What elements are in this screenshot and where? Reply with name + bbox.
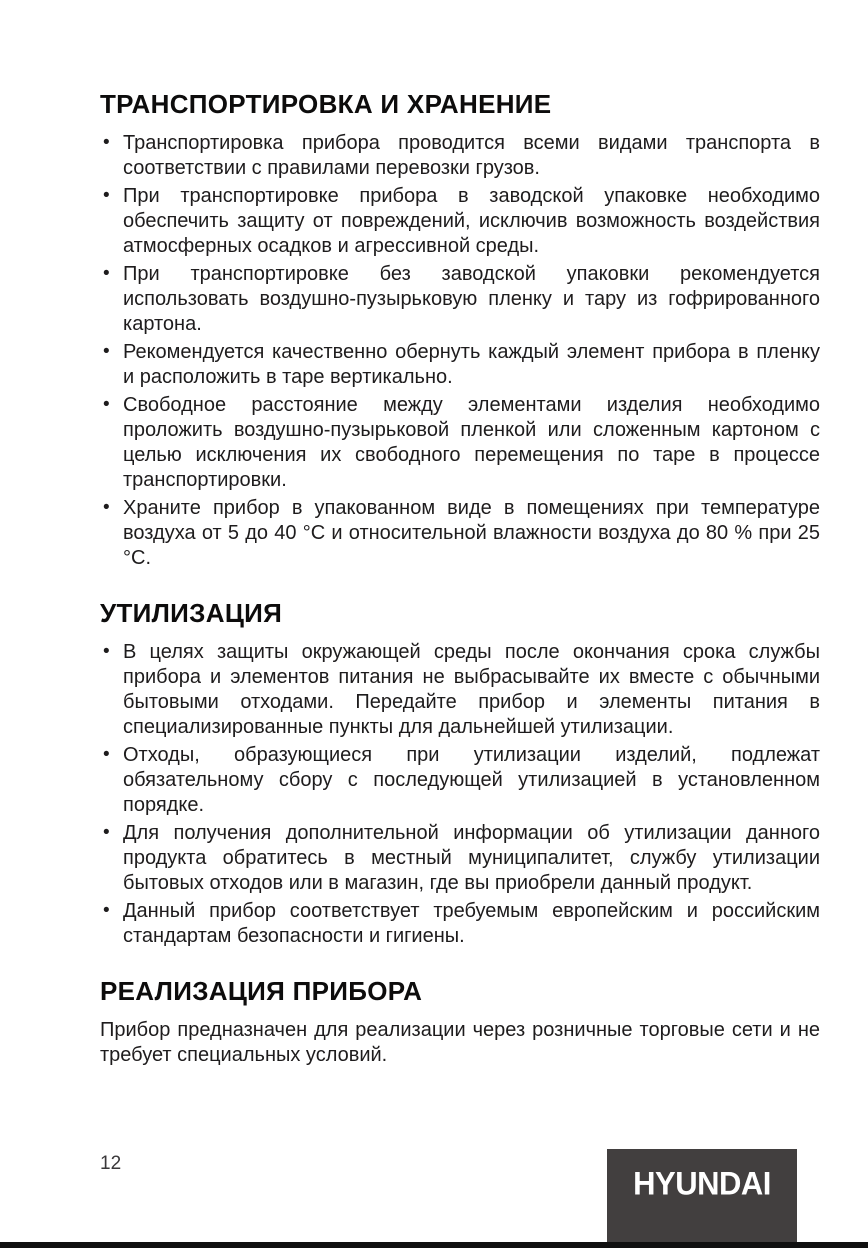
hyundai-logo-box [607, 1149, 797, 1242]
section-heading-sale: РЕАЛИЗАЦИЯ ПРИБОРА [100, 976, 423, 1006]
section-transport-storage [100, 90, 820, 571]
list-item [100, 340, 820, 390]
bullet-list-disposal [100, 640, 820, 949]
page-bottom-edge [0, 1242, 868, 1248]
list-item-text: При транспортировке без заводской упаковки рекомендуется использовать воздушно-пузырьковую пленку и тару из гофрированного картона. [123, 263, 820, 335]
list-item [100, 131, 820, 181]
list-item [100, 496, 820, 571]
list-item-text: Храните прибор в упакованном виде в помещениях при температуре воздуха от 5 до 40 °С и относительной влажности воздуха до 80 % при 25 °С. [123, 497, 820, 569]
list-item [100, 262, 820, 337]
list-item-text: При транспортировке прибора в заводской упаковке необходимо обеспечить защиту от повреждений, исключив возможность воздействия атмосферных осадков и агрессивной среды. [123, 185, 820, 257]
bullet-icon: • [103, 744, 110, 765]
list-item-text: Транспортировка прибора проводится всеми видами транспорта в соответствии с правилами перевозки грузов. [123, 132, 820, 179]
list-item [100, 899, 820, 949]
bullet-icon: • [103, 132, 110, 153]
bullet-icon: • [103, 394, 110, 415]
bullet-icon: • [103, 822, 110, 843]
sale-paragraph: Прибор предназначен для реализации через розничные торговые сети и не требует специальных условий. [100, 1019, 820, 1066]
section-sale [100, 977, 820, 1068]
section-heading-transport-storage: ТРАНСПОРТИРОВКА И ХРАНЕНИЕ [100, 89, 552, 119]
bullet-icon: • [103, 497, 110, 518]
list-item [100, 184, 820, 259]
bullet-icon: • [103, 900, 110, 921]
list-item [100, 393, 820, 493]
list-item-text: Рекомендуется качественно обернуть каждый элемент прибора в пленку и расположить в таре вертикально. [123, 341, 820, 388]
bullet-icon: • [103, 641, 110, 662]
bullet-icon: • [103, 341, 110, 362]
list-item-text: Отходы, образующиеся при утилизации изделий, подлежат обязательному сбору с последующей утилизацией в установленном порядке. [123, 744, 820, 816]
section-heading-disposal: УТИЛИЗАЦИЯ [100, 598, 283, 628]
hyundai-logo-text: HYUNDAI [633, 1164, 771, 1202]
bullet-list-transport [100, 131, 820, 571]
section-disposal [100, 599, 820, 949]
list-item [100, 743, 820, 818]
page-number: 12 [100, 1153, 122, 1174]
list-item-text: В целях защиты окружающей среды после окончания срока службы прибора и элементов питания не выбрасывайте их вместе с обычными бытовыми отходами. Передайте прибор и элементы питания в специализированные пункты для дальнейшей утилизации. [123, 641, 820, 738]
bullet-icon: • [103, 263, 110, 284]
list-item [100, 821, 820, 896]
bullet-icon: • [103, 185, 110, 206]
list-item-text: Свободное расстояние между элементами изделия необходимо проложить воздушно-пузырьковой пленкой или сложенным картоном с целью исключения их свободного перемещения по таре в процессе транспортировки. [123, 394, 820, 491]
list-item [100, 640, 820, 740]
list-item-text: Данный прибор соответствует требуемым европейским и российским стандартам безопасности и гигиены. [123, 900, 820, 947]
list-item-text: Для получения дополнительной информации об утилизации данного продукта обратитесь в местный муниципалитет, службу утилизации бытовых отходов или в магазин, где вы приобрели данный продукт. [123, 822, 820, 894]
